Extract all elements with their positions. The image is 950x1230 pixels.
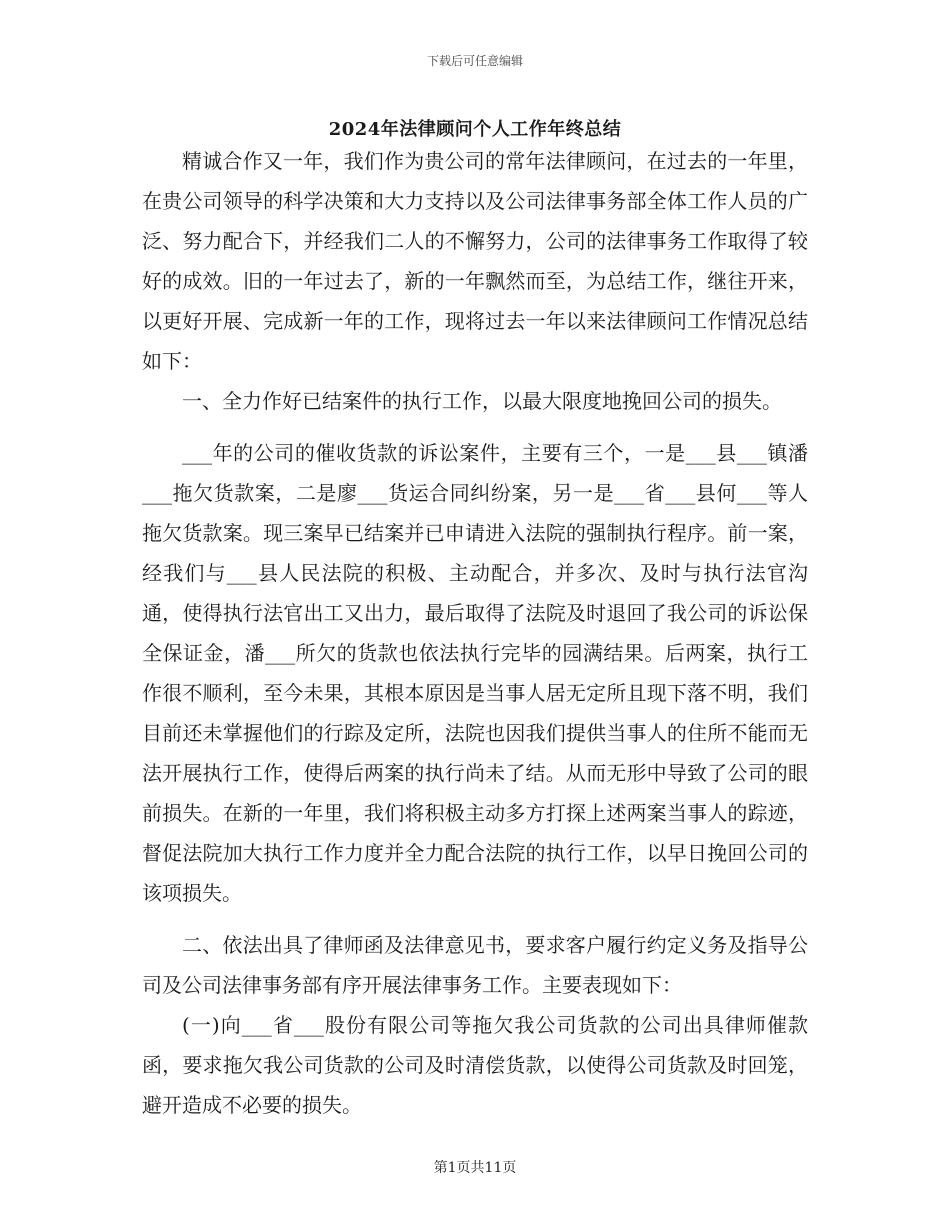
paragraph-section-1-heading: 一、全力作好已结案件的执行工作，以最大限度地挽回公司的损失。 <box>182 389 782 413</box>
document-title: 2024年法律顾问个人工作年终总结 <box>328 119 622 140</box>
paragraph-section-2-item-1: (一)向___省___股份有限公司等拖欠我公司货款的公司出具律师催款函，要求拖欠我公司货款的公司及时清偿货款，以使得公司货款及时回笼，避开造成不必要的损失。 <box>142 1013 808 1117</box>
paragraph-intro: 精诚合作又一年，我们作为贵公司的常年法律顾问，在过去的一年里，在贵公司领导的科学决策和大力支持以及公司法律事务部全体工作人员的广泛、努力配合下，并经我们二人的不懈努力，公司的法律事务工作取得了较好的成效。旧的一年过去了，新的一年飘然而至，为总结工作，继往开来，以更好开展、完成新一年的工作，现将过去一年以来法律顾问工作情况总结如下： <box>142 149 808 373</box>
paragraph-section-1-body: ___年的公司的催收货款的诉讼案件，主要有三个，一是___县___镇潘___拖欠货款案，二是廖___货运合同纠纷案，另一是___省___县何___等人拖欠货款案。现三案早已结案并已申请进入法院的强制执行程序。前一案，经我们与___县人民法院的积极、主动配合，并多次、及时与执行法官沟通，使得执行法官出工又出力，最后取得了法院及时退回了我公司的诉讼保全保证金，潘___所欠的货款也依法执行完毕的园满结果。后两案，执行工作很不顺利，至今未果，其根本原因是当事人居无定所且现下落不明，我们目前还未掌握他们的行踪及定所，法院也因我们提供当事人的住所不能而无法开展执行工作，使得后两案的执行尚未了结。从而无形中导致了公司的眼前损失。在新的一年里，我们将积极主动多方打探上述两案当事人的踪迹，督促法院加大执行工作力度并全力配合法院的执行工作，以早日挽回公司的该项损失。 <box>142 441 808 905</box>
paragraph-section-2-heading: 二、依法出具了律师函及法律意见书，要求客户履行约定义务及指导公司及公司法律事务部有序开展法律事务工作。主要表现如下： <box>142 933 808 997</box>
document-body <box>142 141 808 1125</box>
page-header: 下载后可任意编辑 <box>426 54 523 68</box>
page-number: 第1页共11页 <box>433 1160 517 1176</box>
